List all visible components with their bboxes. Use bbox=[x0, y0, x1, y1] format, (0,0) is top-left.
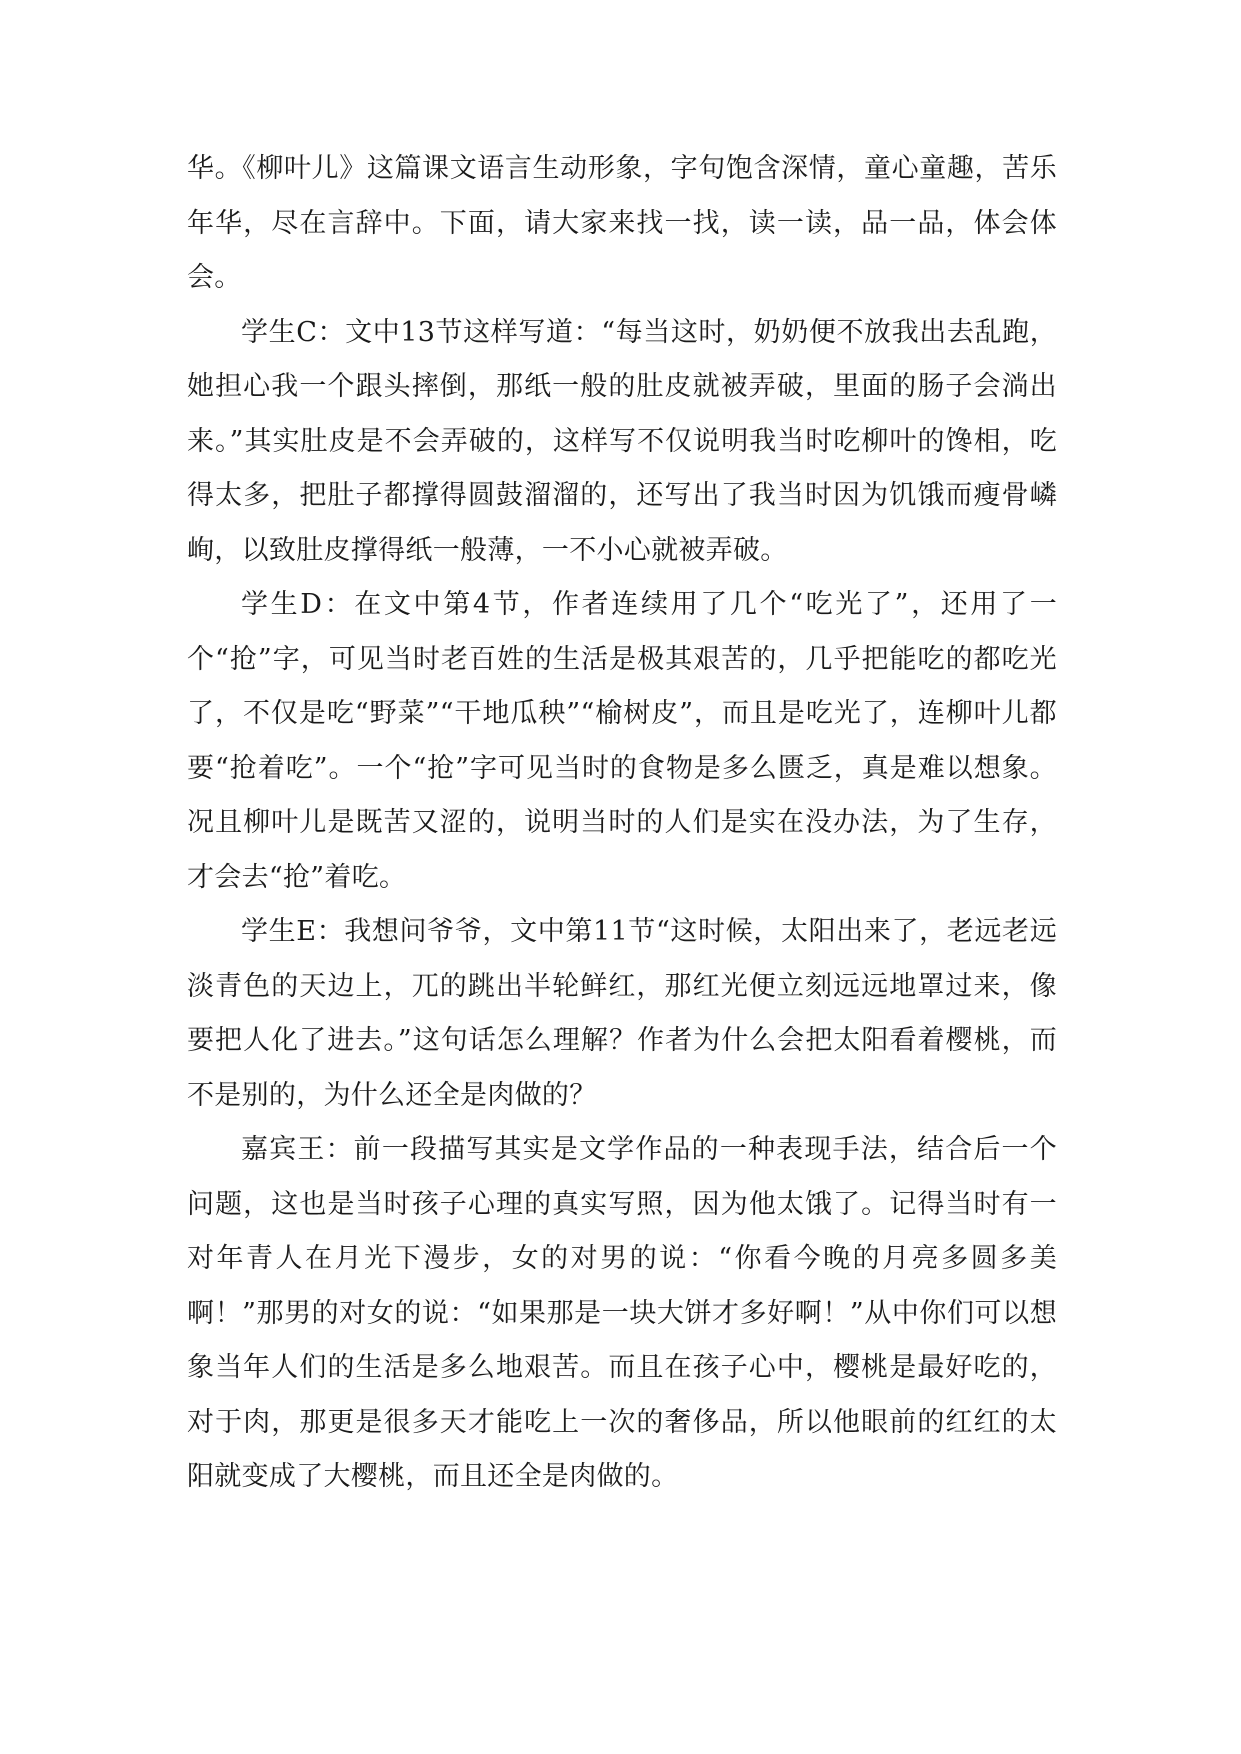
paragraph-intro-continued: 华。《柳叶儿》这篇课文语言生动形象，字句饱含深情，童心童趣，苦乐年华，尽在言辞中。下面，请大家来找一找，读一读，品一品，体会体会。 bbox=[187, 153, 1057, 293]
paragraph-student-c: 学生C：文中13节这样写道：“每当这时，奶奶便不放我出去乱跑，她担心我一个跟头摔倒，那纸一般的肚皮就被弄破，里面的肠子会淌出来。”其实肚皮是不会弄破的，这样写不仅说明我当时吃柳叶的馋相，吃得太多，把肚子都撑得圆鼓溜溜的，还写出了我当时因为饥饿而瘦骨嶙峋，以致肚皮撑得纸一般薄，一不小心就被弄破。 bbox=[187, 316, 1057, 566]
paragraph-guest-wang: 嘉宾王：前一段描写其实是文学作品的一种表现手法，结合后一个问题，这也是当时孩子心理的真实写照，因为他太饿了。记得当时有一对年青人在月光下漫步，女的对男的说：“你看今晚的月亮多圆多美啊！”那男的对女的说：“如果那是一块大饼才多好啊！”从中你们可以想象当年人们的生活是多么地艰苦。而且在孩子心中，樱桃是最好吃的，对于肉，那更是很多天才能吃上一次的奢侈品，所以他眼前的红红的太阳就变成了大樱桃，而且还全是肉做的。 bbox=[187, 1134, 1057, 1492]
body-text bbox=[187, 142, 1057, 1505]
paragraph-student-d: 学生D：在文中第4节，作者连续用了几个“吃光了”，还用了一个“抢”字，可见当时老百姓的生活是极其艰苦的，几乎把能吃的都吃光了，不仅是吃“野菜”“干地瓜秧”“榆树皮”，而且是吃光了，连柳叶儿都要“抢着吃”。一个“抢”字可见当时的食物是多么匮乏，真是难以想象。况且柳叶儿是既苦又涩的，说明当时的人们是实在没办法，为了生存，才会去“抢”着吃。 bbox=[187, 589, 1057, 893]
paragraph-student-e: 学生E：我想问爷爷，文中第11节“这时候，太阳出来了，老远老远淡青色的天边上，兀的跳出半轮鲜红，那红光便立刻远远地罩过来，像要把人化了进去。”这句话怎么理解？作者为什么会把太阳看着樱桃，而不是别的，为什么还全是肉做的？ bbox=[187, 916, 1057, 1111]
